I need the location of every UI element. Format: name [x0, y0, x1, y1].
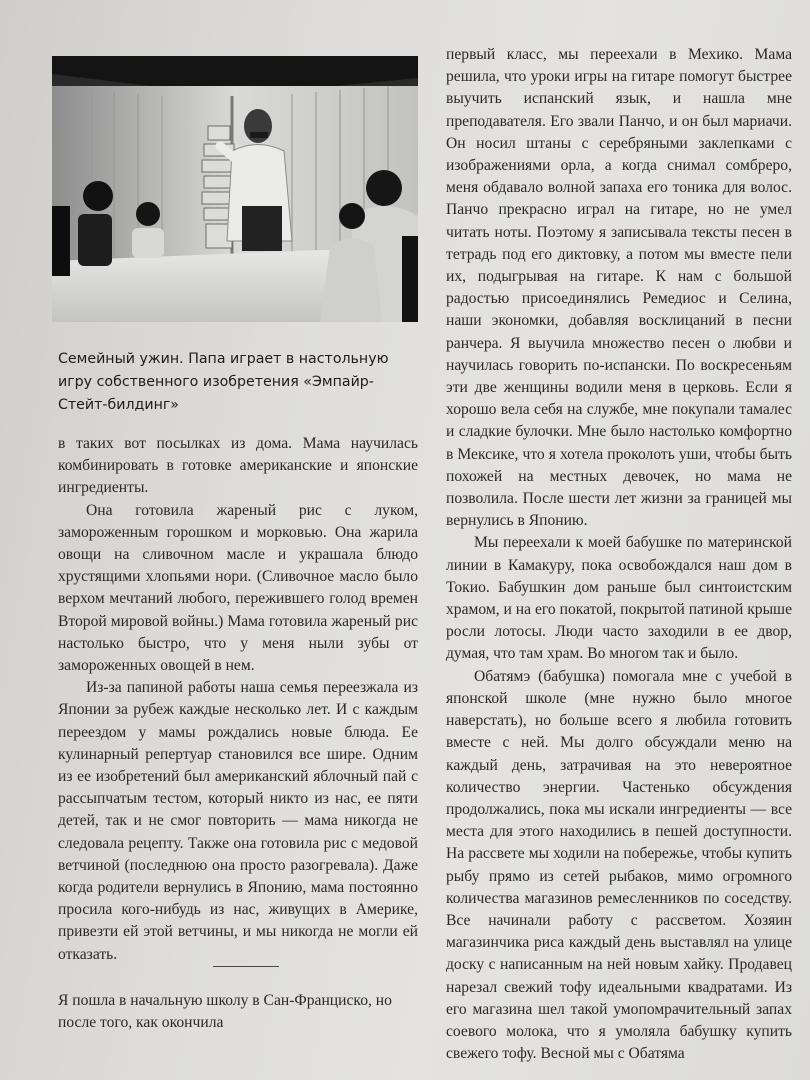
section-divider — [213, 966, 279, 967]
left-column — [58, 433, 418, 966]
family-dinner-photo — [52, 56, 418, 322]
right-column — [446, 44, 792, 1065]
caption-text: Семейный ужин. Папа играет в настольную игру собственного изобретения «Эмпайр-Стейт-билдинг» — [58, 351, 389, 413]
paragraph: Из-за папиной работы наша семья переезжала из Японии за рубеж каждые несколько лет. И с каждым переездом у мамы рождались новые блюда. Ее кулинарный репертуар становился все шире. Одним из ее изобретений был американский яблочный пай с рассыпчатым тестом, который никто из нас, ее пяти детей, так и не смог повторить — мама никогда не следовала рецепту. Также она готовила рис с медовой ветчиной (последнюю она просто разогревала). Даже когда родители вернулись в Японию, мама постоянно просила кого-нибудь из нас, живущих в Америке, привезти ей этой ветчины, и мы никогда не могли ей отказать. — [58, 679, 418, 963]
paragraph: Обатямэ (бабушка) помогала мне с учебой в японской школе (мне нужно было многое наверстать), но больше всего я любила готовить вместе с ней. Мы долго обсуждали меню на каждый день, затрачивая на это невероятное количество энергии. Частенько обсуждения продолжались, пока мы искали ингредиенты — все места для этого находились в пешей доступности. На рассвете мы ходили на побережье, чтобы купить рыбу прямо из сетей рыбаков, мимо огромного количества магазинов ремесленников по соседству. Все начинали работу с рассветом. Хозяин магазинчика риса каждый день выставлял на улице доску с написанным на ней новым хайку. Продавец нарезал свежий тофу идеальными квадратами. Из его магазина шел такой умопомрачительный запах соевого молока, что я умоляла бабушку купить свежего тофу. Весной мы с Обатяма — [446, 667, 792, 1063]
left-column-after-divider — [58, 990, 418, 1034]
paragraph: Она готовила жареный рис с луком, замороженным горошком и морковью. Она жарила овощи на сливочном масле и украшала блюдо хрустящими хлопьями нори. (Сливочное масло было верхом мечтаний любого, пережившего голод времен Второй мировой войны.) Мама готовила жареный рис настолько быстро, что у меня ныли зубы от замороженных овощей в нем. — [58, 501, 418, 675]
paragraph: Мы переехали к моей бабушке по материнской линии в Камакуру, пока освобождался наш дом в Токио. Бабушкин дом раньше был синтоистским храмом, и на его покатой, покрытой патиной крыше росли лотосы. Люди часто заходили в ее двор, думая, что там храм. Во многом так и было. — [446, 534, 792, 663]
paragraph: в таких вот посылках из дома. Мама научилась комбинировать в готовке американские и японские ингредиенты. — [58, 435, 418, 497]
photo-caption — [58, 348, 418, 417]
paragraph: Я пошла в начальную школу в Сан-Франциско, но после того, как окончила — [58, 992, 392, 1032]
paragraph: первый класс, мы переехали в Мехико. Мама решила, что уроки игры на гитаре помогут быстрее выучить испанский язык, и нашла мне преподавателя. Его звали Панчо, и он был мариачи. Он носил штаны с серебряными заклепками с изображениями орла, а когда снимал сомбреро, меня обдавало волной запаха его тоника для волос. Панчо прекрасно играл на гитаре, но не умел читать ноты. Поэтому я записывала тексты песен в тетрадь под его диктовку, а потом мы вместе пели их, подыгрывая на гитаре. К нам с большой радостью присоединялись Ремедиос и Селина, наши экономки, добавляя восклицаний в песни ранчера. Я выучила множество песен о любви и научилась говорить по-испански. По воскресеньям эти две женщины водили меня в церковь. Если я хорошо вела себя на службе, мне покупали тамалес и сладкие булочки. Мне было настолько комфортно в Мексике, что я хотела проколоть уши, чтобы быть похожей на местных девочек, но мама не позволила. После шести лет жизни за границей мы вернулись в Японию. — [446, 46, 792, 530]
photo-illustration — [52, 56, 418, 322]
